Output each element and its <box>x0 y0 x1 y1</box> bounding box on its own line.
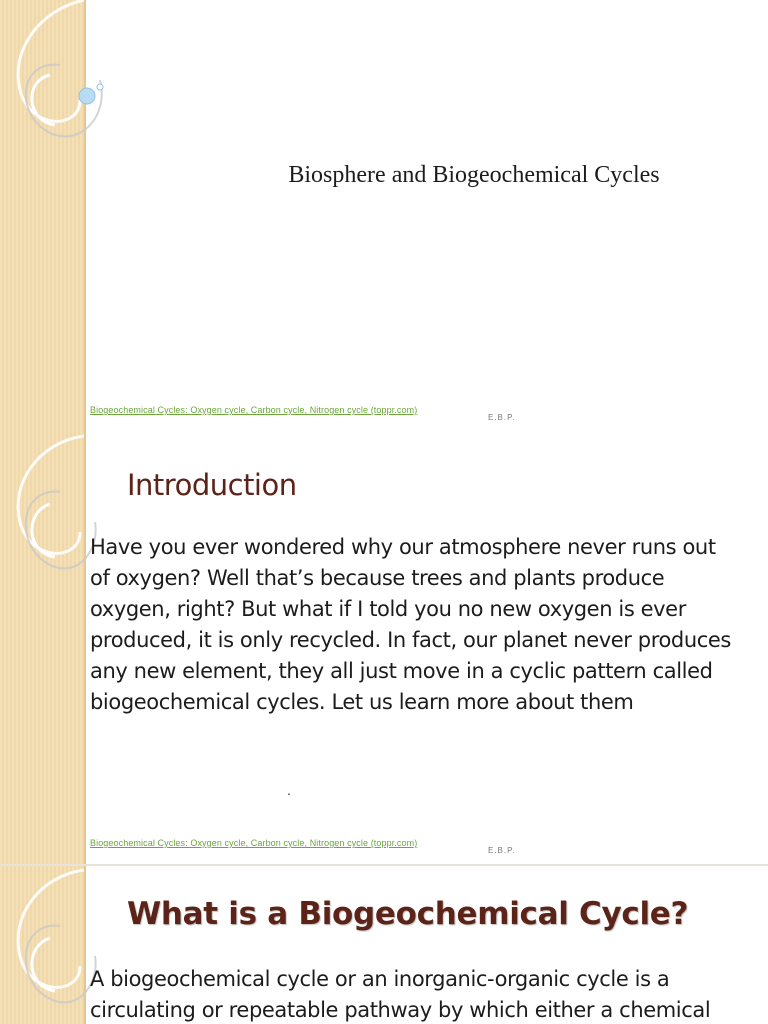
section-heading: Introduction <box>127 468 297 502</box>
section-heading: What is a Biogeochemical Cycle? <box>127 896 689 932</box>
slide-what-is <box>0 866 768 1024</box>
source-link[interactable]: Biogeochemical Cycles: Oxygen cycle, Carbon cycle, Nitrogen cycle (toppr.com) <box>90 405 418 415</box>
section-body: Have you ever wondered why our atmosphere never runs out of oxygen? Well that’s because trees and plants produce oxygen, right? But what if I told you no new oxygen is ever produced, it is only recycled. In fact, our planet never produces any new element, they all just move in a cyclic pattern called biogeochemical cycles. Let us learn more about them <box>90 535 731 714</box>
swirl-decoration-icon <box>0 866 100 1024</box>
source-link[interactable]: Biogeochemical Cycles: Oxygen cycle, Carbon cycle, Nitrogen cycle (toppr.com) <box>90 838 418 848</box>
section-body: A biogeochemical cycle or an inorganic-organic cycle is a circulating or repeatable pathway by which either a chemical <box>90 967 711 1022</box>
slide-title-text: Biosphere and Biogeochemical Cycles <box>288 162 660 188</box>
slide-title <box>0 0 768 432</box>
footer-tag: E.B.P. <box>488 846 516 855</box>
swirl-decoration-icon <box>0 0 120 432</box>
slide-introduction <box>0 432 768 864</box>
swirl-decoration-icon <box>0 432 100 632</box>
stray-dot: . <box>287 782 291 798</box>
footer-tag: E.B.P. <box>488 413 516 422</box>
